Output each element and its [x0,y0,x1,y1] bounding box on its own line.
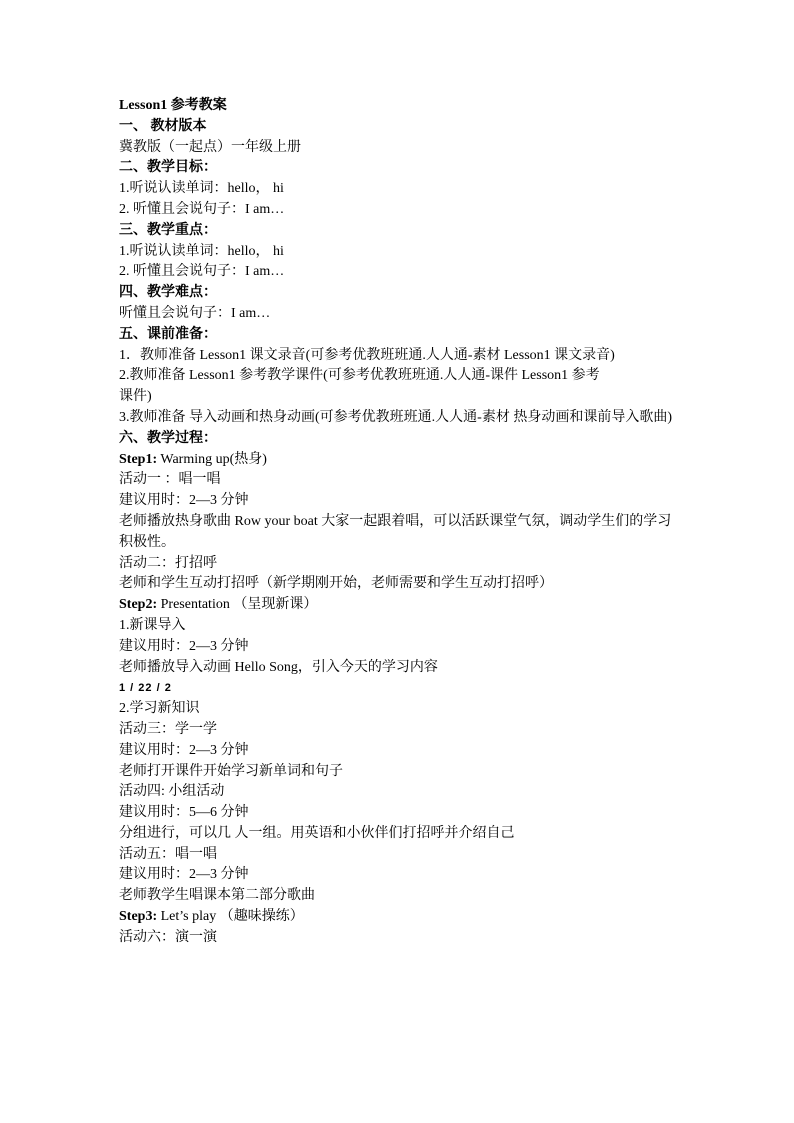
activity-1-time: 建议用时：2—3 分钟 [119,493,249,509]
activity-4-title: 活动四: 小组活动 [119,784,225,800]
step2-label: Step2: [119,597,158,613]
intro-time: 建议用时：2—3 分钟 [119,638,249,654]
activity-4-description: 分组进行，可以几 人一组。用英语和小伙伴们打招呼并介绍自己 [119,825,515,841]
step1-label: Step1: [119,451,158,467]
activity-3-title: 活动三：学一学 [119,721,217,737]
key-point-item-1: 1.听说认读单词：hello， hi [119,243,284,259]
preparation-item-2: 2.教师准备 Lesson1 参考教学课件(可参考优教班班通.人人通-课件 Lesson1 参考 [119,368,600,384]
section-heading-key-points: 三、教学重点： [119,222,217,238]
page-number: 1 / 22 / 2 [119,682,172,695]
activity-3-time: 建议用时：2—3 分钟 [119,742,249,758]
preparation-item-3: 3.教师准备 导入动画和热身动画(可参考优教班班通.人人通-素材 热身动画和课前导入歌曲) [119,409,672,425]
new-lesson-intro-title: 1.新课导入 [119,617,186,633]
activity-5-description: 老师教学生唱课本第二部分歌曲 [119,888,315,904]
preparation-item-1: 1．教师准备 Lesson1 课文录音(可参考优教班班通.人人通-素材 Lesson1 课文录音) [119,347,615,363]
textbook-version-text: 冀教版（一起点）一年级上册 [119,139,301,155]
preparation-item-2-continued: 课件) [119,389,152,405]
lesson-plan-body [119,96,675,949]
section-heading-textbook: 一、 教材版本 [119,118,207,134]
step2-title: Presentation （呈现新课） [157,597,318,613]
activity-5-time: 建议用时：2—3 分钟 [119,867,249,883]
step1-title: Warming up(热身) [157,451,267,467]
step2-line [119,595,675,616]
document-title: Lesson1 参考教案 [119,98,227,113]
section-heading-preparation: 五、课前准备： [119,326,217,342]
difficulty-text: 听懂且会说句子：I am… [119,305,271,321]
activity-2-description: 老师和学生互动打招呼（新学期刚开始，老师需要和学生互动打招呼） [119,576,553,592]
objective-item-2: 2. 听懂且会说句子：I am… [119,201,285,217]
activity-1-title: 活动一 ：唱一唱 [119,472,221,488]
step3-line [119,907,675,928]
activity-5-title: 活动五：唱一唱 [119,846,217,862]
step3-title: Let’s play （趣味操练） [157,909,304,925]
activity-4-time: 建议用时：5—6 分钟 [119,805,249,821]
step1-line [119,450,675,471]
section-heading-objectives: 二、教学目标： [119,160,217,176]
key-point-item-2: 2. 听懂且会说句子：I am… [119,264,285,280]
objective-item-1: 1.听说认读单词：hello， hi [119,181,284,197]
activity-3-description: 老师打开课件开始学习新单词和句子 [119,763,343,779]
activity-2-title: 活动二：打招呼 [119,555,217,571]
step3-label: Step3: [119,909,158,925]
section-heading-process: 六、教学过程： [119,430,217,446]
new-knowledge-title: 2.学习新知识 [119,701,200,717]
intro-description: 老师播放导入动画 Hello Song，引入今天的学习内容 [119,659,438,675]
activity-1-description: 老师播放热身歌曲 Row your boat 大家一起跟着唱，可以活跃课堂气氛，调动学生们的学习积极性。 [119,513,672,550]
section-heading-difficulties: 四、教学难点： [119,285,217,301]
activity-6-title: 活动六：演一演 [119,929,217,945]
